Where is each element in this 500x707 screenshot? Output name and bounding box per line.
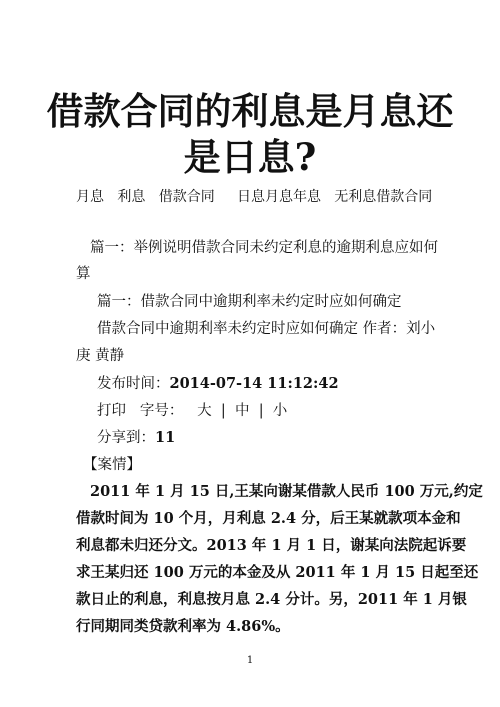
case-paragraph-line: 借款时间为 10 个月，月利息 2.4 分，后王某就款项本金和 — [76, 510, 461, 527]
case-paragraph-line: 求王某归还 100 万元的本金及从 2011 年 1 月 15 日起至还 — [76, 564, 479, 581]
print-font-size-controls[interactable]: 打印 字号： 大 | 中 | 小 — [97, 403, 288, 419]
share-count: 11 — [155, 429, 176, 446]
share-label: 分享到： — [97, 430, 155, 446]
case-paragraph-line: 行同期同类贷款利率为 4.86%。 — [76, 618, 290, 635]
share-line — [97, 426, 175, 447]
section-heading-line-2: 算 — [76, 266, 91, 282]
document-title-line-2: 是日息? — [183, 135, 317, 179]
publish-time — [97, 372, 339, 393]
publish-time-value: 2014-07-14 11:12:42 — [169, 375, 339, 392]
case-paragraph-line: 2011 年 1 月 15 日,王某向谢某借款人民币 100 万元,约定 — [90, 483, 483, 500]
keyword-tags: 月息 利息 借款合同 日息月息年息 无利息借款合同 — [76, 189, 433, 205]
article-title-line-1: 借款合同中逾期利率未约定时应如何确定 作者：刘小 — [97, 321, 436, 337]
subsection-heading: 篇一：借款合同中逾期利率未约定时应如何确定 — [97, 294, 402, 310]
document-title-line-1: 借款合同的利息是月息还 — [46, 89, 454, 133]
page-number: 1 — [246, 655, 254, 666]
case-paragraph-line: 款日止的利息，利息按月息 2.4 分计。另，2011 年 1 月银 — [76, 591, 467, 608]
publish-label: 发布时间： — [97, 376, 170, 392]
article-title-line-2: 庚 黄静 — [76, 348, 125, 364]
case-paragraph-line: 利息都未归还分文。2013 年 1 月 1 日，谢某向法院起诉要 — [76, 537, 467, 554]
section-heading-line-1: 篇一：举例说明借款合同未约定利息的逾期利息应如何 — [90, 240, 438, 256]
case-heading: 【案情】 — [83, 457, 141, 473]
